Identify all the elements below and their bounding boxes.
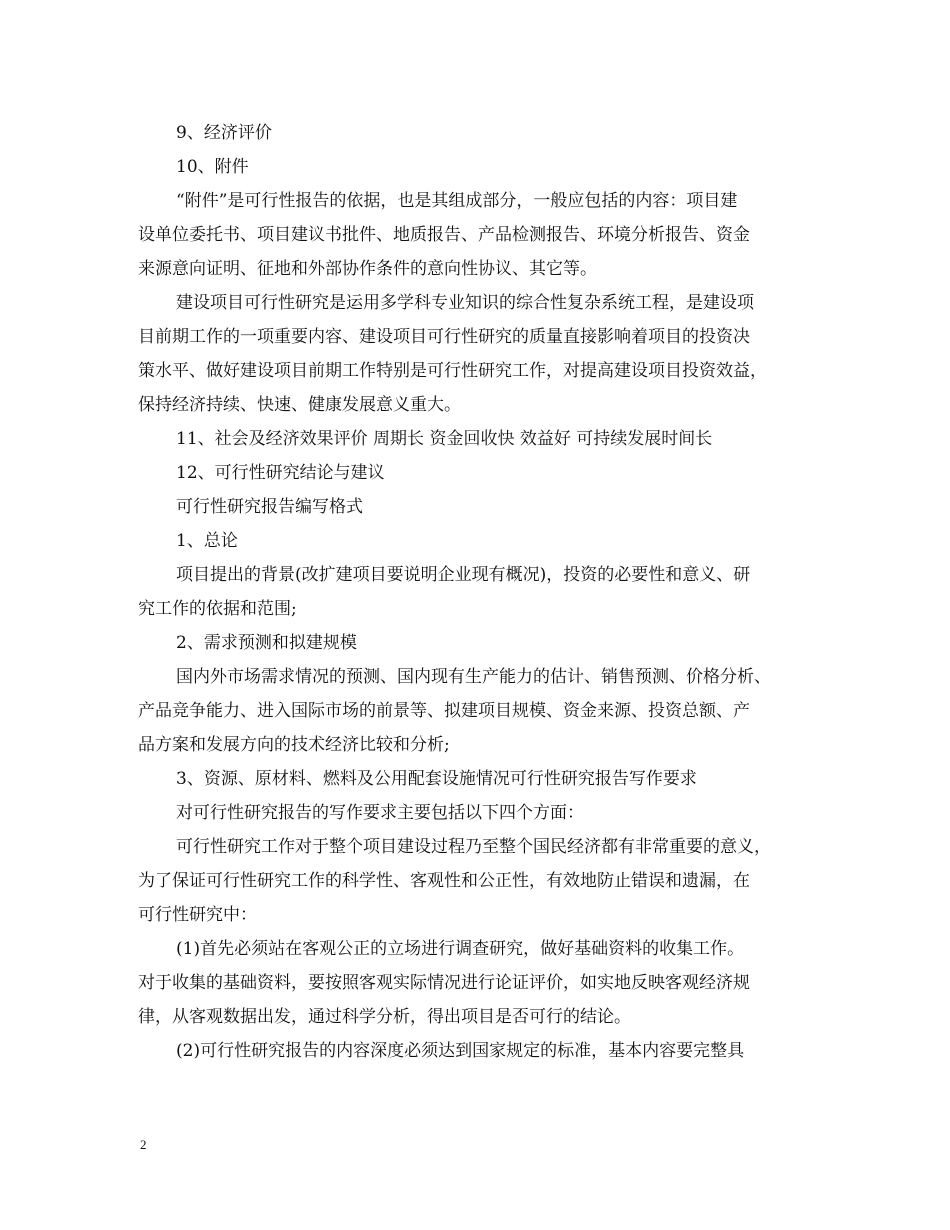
- text-line: 律，从客观数据出发，通过科学分析，得出项目是否可行的结论。: [138, 1007, 631, 1027]
- text-line: 对于收集的基础资料，要按照客观实际情况进行论证评价，如实地反映客观经济规: [138, 973, 750, 993]
- text-line: 12、可行性研究结论与建议: [176, 463, 385, 483]
- text-line: 可行性研究工作对于整个项目建设过程乃至整个国民经济都有非常重要的意义，: [176, 837, 771, 857]
- text-line: 为了保证可行性研究工作的科学性、客观性和公正性，有效地防止错误和遗漏，在: [138, 871, 750, 891]
- page-number: 2: [140, 1137, 147, 1152]
- text-line: 1、总论: [176, 531, 238, 551]
- text-line: 品方案和发展方向的技术经济比较和分析;: [138, 735, 450, 755]
- text-line: 对可行性研究报告的写作要求主要包括以下四个方面：: [176, 803, 584, 823]
- text-line: 项目提出的背景(改扩建项目要说明企业现有概况)，投资的必要性和意义、研: [176, 565, 751, 585]
- text-line: 可行性研究中：: [138, 905, 257, 925]
- text-line: 产品竞争能力、进入国际市场的前景等、拟建项目规模、资金来源、投资总额、产: [138, 701, 750, 721]
- text-line: 策水平、做好建设项目前期工作特别是可行性研究工作，对提高建设项目投资效益，: [138, 361, 767, 381]
- text-line: 3、资源、原材料、燃料及公用配套设施情况可行性研究报告写作要求: [176, 769, 697, 789]
- text-line: 10、附件: [176, 157, 249, 177]
- text-line: 设单位委托书、项目建议书批件、地质报告、产品检测报告、环境分析报告、资金: [138, 225, 750, 245]
- text-line: 2、需求预测和拟建规模: [176, 633, 357, 653]
- text-line: 目前期工作的一项重要内容、建设项目可行性研究的质量直接影响着项目的投资决: [138, 327, 750, 347]
- text-line: “附件”是可行性报告的依据，也是其组成部分，一般应包括的内容：项目建: [176, 191, 738, 211]
- text-line: 保持经济持续、快速、健康发展意义重大。: [138, 395, 461, 415]
- document-body: [138, 116, 818, 1068]
- text-line: 11、社会及经济效果评价 周期长 资金回收快 效益好 可持续发展时间长: [176, 429, 713, 449]
- text-line: 来源意向证明、征地和外部协作条件的意向性协议、其它等。: [138, 259, 597, 279]
- text-line: 建设项目可行性研究是运用多学科专业知识的综合性复杂系统工程，是建设项: [176, 293, 754, 313]
- text-line: (1)首先必须站在客观公正的立场进行调查研究，做好基础资料的收集工作。: [176, 939, 745, 959]
- text-line: 究工作的依据和范围;: [138, 599, 297, 619]
- text-line: (2)可行性研究报告的内容深度必须达到国家规定的标准，基本内容要完整具: [176, 1041, 745, 1061]
- text-line: 9、经济评价: [176, 123, 272, 143]
- text-line: 可行性研究报告编写格式: [176, 497, 363, 517]
- text-line: 国内外市场需求情况的预测、国内现有生产能力的估计、销售预测、价格分析、: [176, 667, 771, 687]
